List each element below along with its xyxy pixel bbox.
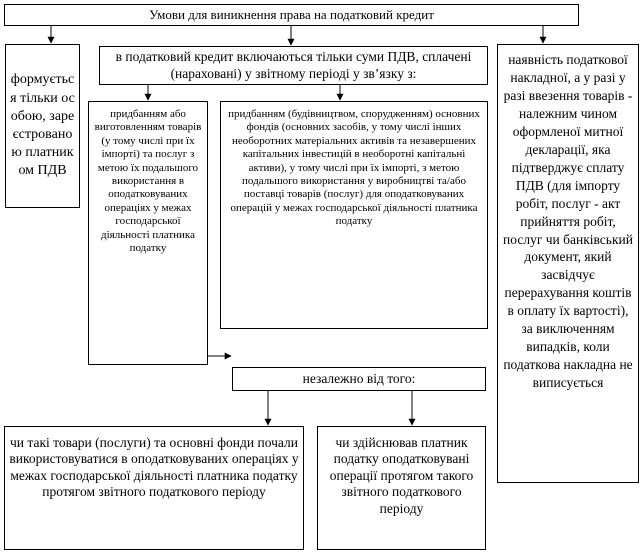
goods-acquisition-box [88,101,208,365]
right-column-text: наявність податкової накладної, а у разі у разі ввезення товарів - належним чином оформленої митної декларації, яка підтверджує сплату ПДВ (для імпорту робіт, послуг - акт прийняття робіт, послуг чи банківський документ, який засвідчує перерахування коштів в оплату їх вартості), за виключенням випадків, коли податкова накладна не виписується [503,52,633,391]
main-title-text: Умови для виникнення права на податковий кредит [149,7,434,23]
fixed-assets-text: придбанням (будівництвом, спорудженням) основних фондів (основних засобів, у тому числі інших необоротних матеріальних активів та незавершених капітальних інвестицій в необоротні капітальні активи), у тому числі при їх імпорті, з метою подальшого використання у виробництві та/або поставці товарів (послуг) для оподатковуваних операцій у межах господарської діяльності платника податку [228,108,480,228]
left-column-text: формується тільки особою, зареєстрованою платником ПДВ [10,72,75,179]
right-column-box [497,44,639,483]
began-use-box [4,426,304,550]
taxpayer-performed-text: чи здійснював платник податку оподатковувані операції протягом такого звітного податкового періоду [329,435,474,516]
fixed-assets-box [220,101,488,329]
regardless-text: незалежно від того: [302,370,416,386]
taxpayer-performed-box [317,426,486,550]
included-sums-box [99,46,488,85]
included-sums-text: в податковий кредит включаються тільки суми ПДВ, сплачені (нараховані) у звітному періоді у зв’язку з: [115,49,472,81]
regardless-box [232,367,486,391]
main-title-box [4,4,579,26]
goods-acquisition-text: придбанням або виготовленням товарів (у тому числі при їх імпорті) та послуг з метою їх подальшого використання в оподатковуваних операціях у межах господарської діяльності платника податку [94,108,202,255]
began-use-text: чи такі товари (послуги) та основні фонди почали використовуватися в оподатковуваних операціях у межах господарської діяльності платника податку протягом звітного податкового періоду [9,435,299,500]
left-column-box [5,44,80,208]
